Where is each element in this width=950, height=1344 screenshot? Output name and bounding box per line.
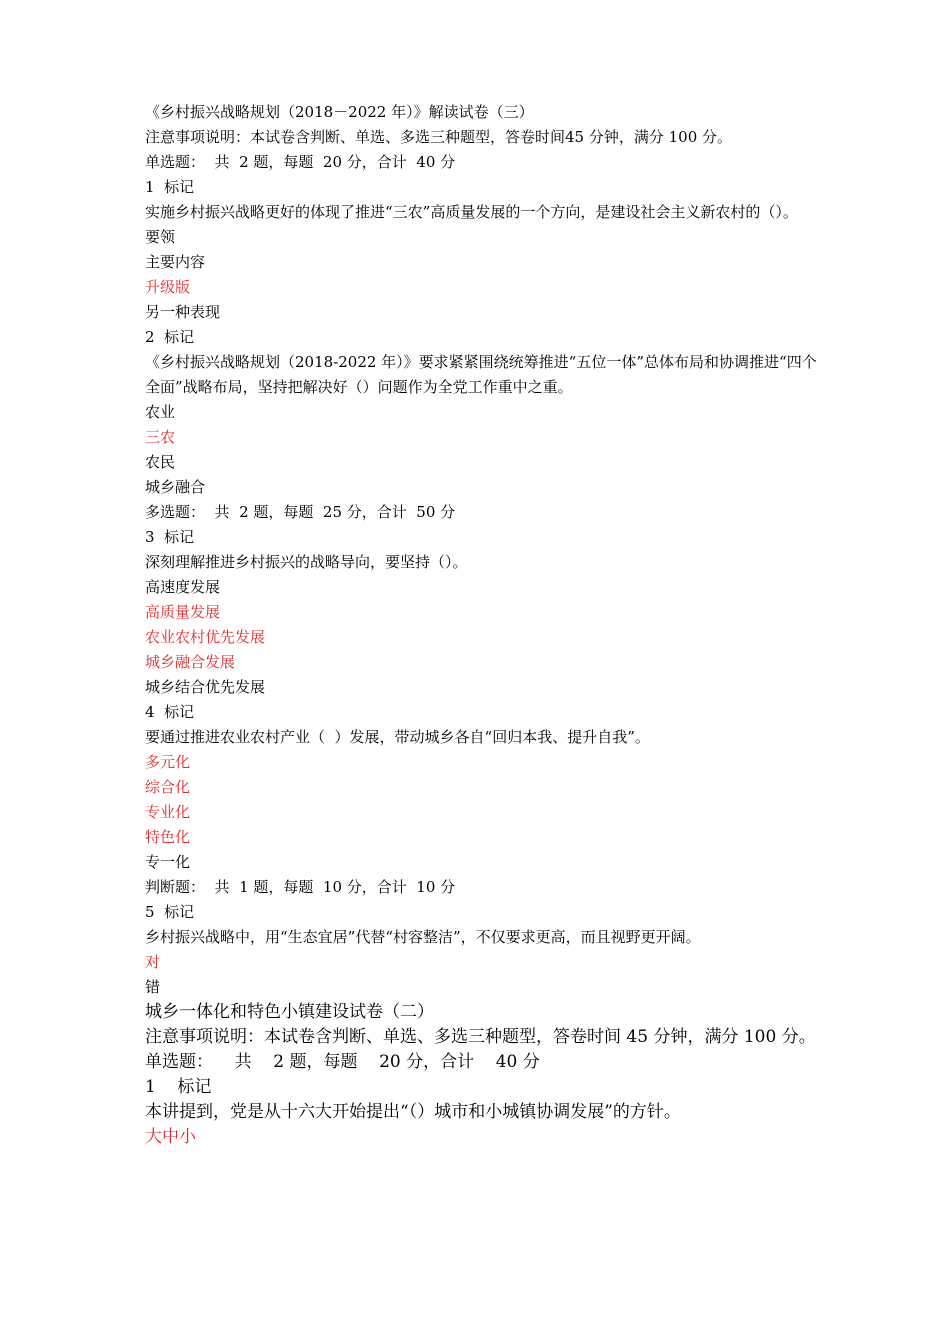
q3-answer-option: 农业农村优先发展 — [145, 628, 266, 646]
q3-answer-option: 高质量发展 — [145, 603, 221, 621]
paper2-title: 城乡一体化和特色小镇建设试卷（二） — [145, 1002, 434, 1022]
q3-number: 3 标记 — [145, 528, 195, 546]
paper1-notice: 注意事项说明：本试卷含判断、单选、多选三种题型，答卷时间45 分钟，满分 100 分。 — [145, 128, 733, 146]
paper2-q1-text: 本讲提到，党是从十六大开始提出“（）城市和小城镇协调发展”的方针。 — [145, 1102, 681, 1122]
q3-text: 深刻理解推进乡村振兴的战略导向，要坚持（）。 — [145, 553, 468, 571]
q2-text: 《乡村振兴战略规划（2018-2022 年）》要求紧紧围绕统筹推进“五位一体”总体布局和协调推进“四个全面”战略布局，坚持把解决好（）问题作为全党工作重中之重。 — [145, 353, 817, 396]
q4-answer-option: 专业化 — [145, 803, 191, 821]
q4-answer-option: 综合化 — [145, 778, 191, 796]
q3-option: 城乡结合优先发展 — [145, 678, 266, 696]
q5-option: 错 — [145, 978, 161, 996]
q1-option: 要领 — [145, 228, 176, 246]
q4-answer-option: 特色化 — [145, 828, 191, 846]
paper2-section — [145, 1000, 825, 1150]
q5-number: 5 标记 — [145, 903, 195, 921]
q5-answer-option: 对 — [145, 953, 161, 971]
q1-option: 主要内容 — [145, 253, 206, 271]
paper2-notice: 注意事项说明：本试卷含判断、单选、多选三种题型，答卷时间 45 分钟，满分 100 分。 — [145, 1027, 816, 1047]
q5-text: 乡村振兴战略中，用“生态宜居”代替“村容整洁”，不仅要求更高，而且视野更开阔。 — [145, 928, 701, 946]
q2-option: 农业 — [145, 403, 176, 421]
q3-option: 高速度发展 — [145, 578, 221, 596]
q2-number: 2 标记 — [145, 328, 195, 346]
q4-answer-option: 多元化 — [145, 753, 191, 771]
q4-text: 要通过推进农业农村产业（ ）发展，带动城乡各自“回归本我、提升自我”。 — [145, 728, 650, 746]
q1-text: 实施乡村振兴战略更好的体现了推进“三农”高质量发展的一个方向，是建设社会主义新农村的（）。 — [145, 203, 798, 221]
q2-answer-option: 三农 — [145, 428, 176, 446]
q1-option: 另一种表现 — [145, 303, 221, 321]
paper2-single-header: 单选题： 共 2 题，每题 20 分，合计 40 分 — [145, 1052, 540, 1072]
q1-answer-option: 升级版 — [145, 278, 191, 296]
q4-number: 4 标记 — [145, 703, 195, 721]
q1-number: 1 标记 — [145, 178, 195, 196]
q2-option: 城乡融合 — [145, 478, 206, 496]
q4-option: 专一化 — [145, 853, 191, 871]
q2-option: 农民 — [145, 453, 176, 471]
paper1-multi-header: 多选题： 共 2 题，每题 25 分，合计 50 分 — [145, 503, 456, 521]
paper1-judge-header: 判断题： 共 1 题，每题 10 分，合计 10 分 — [145, 878, 456, 896]
paper1-single-header: 单选题： 共 2 题，每题 20 分，合计 40 分 — [145, 153, 456, 171]
paper1-title: 《乡村振兴战略规划（2018－2022 年）》解读试卷（三） — [145, 103, 534, 121]
document-page — [145, 100, 825, 1150]
paper2-q1-answer-option: 大中小 — [145, 1127, 196, 1147]
q3-answer-option: 城乡融合发展 — [145, 653, 236, 671]
paper2-q1-number: 1 标记 — [145, 1077, 212, 1097]
